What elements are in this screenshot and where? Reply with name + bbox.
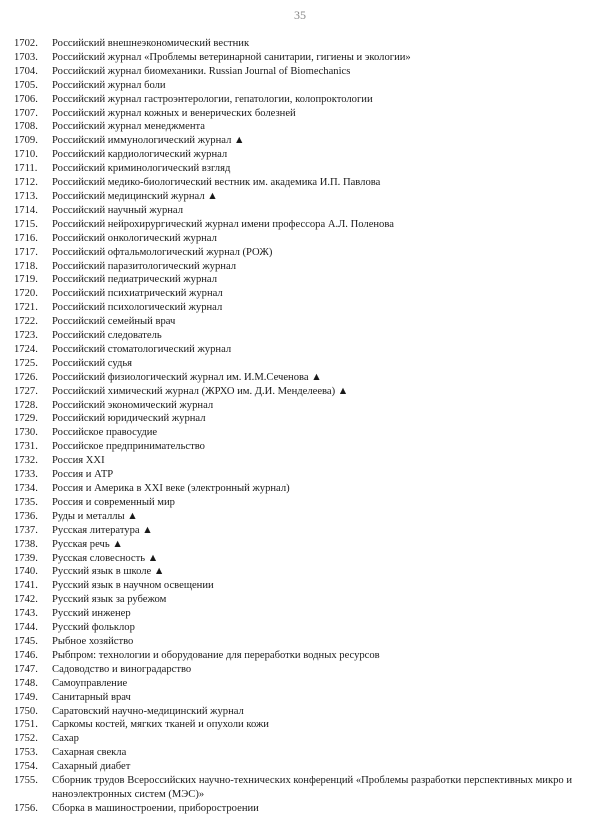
- list-item: [14, 718, 589, 732]
- entry-title: Российское правосудие: [52, 427, 158, 439]
- entry-number: 1716.: [14, 232, 38, 244]
- entry-title: Россия и современный мир: [52, 496, 175, 508]
- entry-number: 1721.: [14, 302, 38, 314]
- list-item: [14, 565, 589, 579]
- list-item: [14, 329, 589, 343]
- entry-title: Садоводство и виноградарство: [52, 663, 192, 675]
- entry-number: 1756.: [14, 802, 38, 814]
- list-item: [14, 579, 589, 593]
- entry-number: 1712.: [14, 177, 38, 189]
- entry-number: 1743.: [14, 608, 38, 620]
- entry-title: Российский журнал «Проблемы ветеринарной санитарии, гигиены и экологии»: [52, 51, 411, 63]
- entry-title: Российский следователь: [52, 330, 162, 342]
- list-item: [14, 315, 589, 329]
- entry-number: 1748.: [14, 677, 38, 689]
- entry-title: Сахарный диабет: [52, 761, 131, 773]
- list-item: [14, 273, 589, 287]
- entry-title: Российский иммунологический журнал ▲: [52, 135, 245, 147]
- entry-number: 1742.: [14, 594, 38, 606]
- entry-number: 1726.: [14, 371, 38, 383]
- entry-title: Российский медицинский журнал ▲: [52, 190, 218, 202]
- entry-number: 1723.: [14, 330, 38, 342]
- entry-number: 1704.: [14, 65, 38, 77]
- entry-title: Российский журнал боли: [52, 79, 166, 91]
- list-item: [14, 371, 589, 385]
- list-item: [14, 343, 589, 357]
- entry-number: 1734.: [14, 483, 38, 494]
- entry-number: 1736.: [14, 510, 38, 522]
- entry-title: Российский журнал гастроэнтерологии, гепатологии, колопроктологии: [52, 93, 373, 105]
- list-item: [14, 760, 589, 774]
- entry-title: Российский внешнеэкономический вестник: [52, 38, 250, 49]
- list-item: [14, 79, 589, 93]
- list-item: [14, 357, 589, 371]
- entry-number: 1706.: [14, 93, 38, 105]
- entry-number: 1703.: [14, 51, 38, 63]
- entry-title: Русская речь ▲: [52, 538, 123, 550]
- entry-number: 1747.: [14, 663, 38, 675]
- entry-title: Русский язык в школе ▲: [52, 566, 165, 578]
- entry-number: 1725.: [14, 357, 38, 369]
- entry-title: Российский психологический журнал: [52, 302, 223, 314]
- list-item: [14, 663, 589, 677]
- list-item: [14, 593, 589, 607]
- list-item: [14, 246, 589, 260]
- entry-title: Российский журнал менеджмента: [52, 121, 205, 133]
- list-item: [14, 385, 589, 399]
- list-item: [14, 176, 589, 190]
- entry-number: 1744.: [14, 622, 38, 634]
- entry-title: Русский язык в научном освещении: [52, 580, 214, 592]
- entry-number: 1707.: [14, 107, 38, 119]
- list-item: [14, 468, 589, 482]
- entry-title: Российский психиатрический журнал: [52, 288, 223, 300]
- list-item: [14, 802, 589, 816]
- entry-number: 1741.: [14, 580, 38, 592]
- entry-title: Российский семейный врач: [52, 316, 176, 328]
- list-item: [14, 120, 589, 134]
- entry-title: Сборник трудов Всероссийских научно-технических конференций «Проблемы разработки перспективных микро и наноэлектронных систем (МЭС)»: [52, 775, 573, 800]
- entry-number: 1738.: [14, 538, 38, 550]
- list-item: [14, 107, 589, 121]
- entry-number: 1752.: [14, 733, 38, 745]
- list-item: [14, 774, 589, 802]
- entry-number: 1739.: [14, 552, 38, 564]
- list-item: [14, 746, 589, 760]
- list-item: [14, 482, 589, 496]
- entry-number: 1750.: [14, 705, 38, 717]
- entry-title: Российский медико-биологический вестник им. академика И.П. Павлова: [52, 177, 381, 189]
- entry-number: 1705.: [14, 79, 38, 91]
- entry-number: 1708.: [14, 121, 38, 133]
- list-item: [14, 426, 589, 440]
- list-item: [14, 134, 589, 148]
- entry-number: 1740.: [14, 566, 38, 578]
- entry-title: Русский инженер: [52, 608, 131, 620]
- entry-number: 1730.: [14, 427, 38, 439]
- entry-title: Российский юридический журнал: [52, 413, 206, 425]
- entry-number: 1745.: [14, 635, 38, 647]
- entry-number: 1718.: [14, 260, 38, 272]
- list-item: [14, 260, 589, 274]
- entry-title: Сахар: [52, 733, 79, 745]
- entry-number: 1733.: [14, 469, 38, 481]
- entry-number: 1729.: [14, 413, 38, 425]
- list-item: [14, 496, 589, 510]
- entry-number: 1755.: [14, 775, 38, 787]
- entry-title: Российское предпринимательство: [52, 441, 205, 453]
- entry-title: Российский журнал биомеханики. Russian Journal of Biomechanics: [52, 65, 351, 77]
- entry-title: Российский химический журнал (ЖРХО им. Д.И. Менделеева) ▲: [52, 385, 349, 397]
- entry-number: 1737.: [14, 524, 38, 536]
- list-item: [14, 190, 589, 204]
- entry-title: Саратовский научно-медицинский журнал: [52, 705, 244, 717]
- list-item: [14, 440, 589, 454]
- list-item: [14, 607, 589, 621]
- entry-title: Саркомы костей, мягких тканей и опухоли кожи: [52, 719, 269, 731]
- list-item: [14, 635, 589, 649]
- entry-title: Российский нейрохирургический журнал имени профессора А.Л. Поленова: [52, 218, 394, 230]
- entry-title: Российский судья: [52, 357, 133, 369]
- list-item: [14, 232, 589, 246]
- entry-number: 1713.: [14, 190, 38, 202]
- entry-number: 1727.: [14, 385, 38, 397]
- entry-title: Российский педиатрический журнал: [52, 274, 218, 286]
- list-item: [14, 538, 589, 552]
- list-item: [14, 510, 589, 524]
- list-item: [14, 162, 589, 176]
- list-item: [14, 37, 589, 51]
- entry-number: 1702.: [14, 38, 38, 49]
- list-item: [14, 649, 589, 663]
- entry-title: Российский офтальмологический журнал (РОЖ): [52, 246, 273, 258]
- entry-title: Русская словесность ▲: [52, 552, 159, 564]
- entry-number: 1715.: [14, 218, 38, 230]
- list-item: [14, 399, 589, 413]
- list-item: [14, 148, 589, 162]
- entry-number: 1709.: [14, 135, 38, 147]
- entry-title: Российский физиологический журнал им. И.М.Сеченова ▲: [52, 371, 322, 383]
- entry-number: 1746.: [14, 649, 38, 661]
- page-number: 35: [294, 8, 306, 22]
- list-item: [14, 301, 589, 315]
- entry-title: Российский криминологический взгляд: [52, 163, 231, 175]
- entry-number: 1751.: [14, 719, 38, 731]
- list-item: [14, 204, 589, 218]
- entry-title: Сборка в машиностроении, приборостроении: [52, 802, 259, 814]
- entry-title: Российский паразитологический журнал: [52, 260, 237, 272]
- entry-title: Российский журнал кожных и венерических болезней: [52, 107, 296, 119]
- list-item: [14, 524, 589, 538]
- entry-title: Руды и металлы ▲: [52, 510, 138, 522]
- entry-title: Россия и Америка в XXI веке (электронный журнал): [52, 483, 290, 494]
- list-item: [14, 454, 589, 468]
- entry-title: Российский кардиологический журнал: [52, 149, 228, 161]
- list-item: [14, 621, 589, 635]
- list-item: [14, 552, 589, 566]
- entry-title: Российский стоматологический журнал: [52, 343, 232, 355]
- entry-number: 1717.: [14, 246, 38, 258]
- entry-number: 1711.: [14, 163, 38, 175]
- entry-number: 1749.: [14, 691, 38, 703]
- entry-number: 1724.: [14, 343, 38, 355]
- entry-number: 1728.: [14, 399, 38, 411]
- list-item: [14, 65, 589, 79]
- list-item: [14, 412, 589, 426]
- list-item: [14, 677, 589, 691]
- entry-title: Самоуправление: [52, 677, 128, 689]
- entry-number: 1731.: [14, 441, 38, 453]
- entry-title: Россия XXI: [52, 455, 105, 467]
- list-item: [14, 287, 589, 301]
- entry-title: Сахарная свекла: [52, 747, 127, 759]
- list-item: [14, 732, 589, 746]
- entry-number: 1720.: [14, 288, 38, 300]
- list-item: [14, 51, 589, 65]
- entry-title: Рыбпром: технологии и оборудование для переработки водных ресурсов: [52, 649, 380, 661]
- list-item: [14, 218, 589, 232]
- entry-title: Российский онкологический журнал: [52, 232, 217, 244]
- entry-title: Русский фольклор: [52, 622, 135, 634]
- entry-title: Рыбное хозяйство: [52, 635, 134, 647]
- entry-number: 1710.: [14, 149, 38, 161]
- entry-number: 1722.: [14, 316, 38, 328]
- entry-number: 1753.: [14, 747, 38, 759]
- list-item: [14, 691, 589, 705]
- entry-title: Русский язык за рубежом: [52, 594, 167, 606]
- entry-title: Русская литература ▲: [52, 524, 153, 536]
- entry-number: 1754.: [14, 761, 38, 773]
- entry-title: Россия и АТР: [52, 469, 114, 481]
- entry-number: 1719.: [14, 274, 38, 286]
- entry-title: Санитарный врач: [52, 691, 131, 703]
- journal-list: [14, 37, 589, 816]
- list-item: [14, 705, 589, 719]
- entry-title: Российский научный журнал: [52, 204, 183, 216]
- entry-title: Российский экономический журнал: [52, 399, 214, 411]
- entry-number: 1732.: [14, 455, 38, 467]
- entry-number: 1714.: [14, 204, 38, 216]
- entry-number: 1735.: [14, 496, 38, 508]
- list-item: [14, 93, 589, 107]
